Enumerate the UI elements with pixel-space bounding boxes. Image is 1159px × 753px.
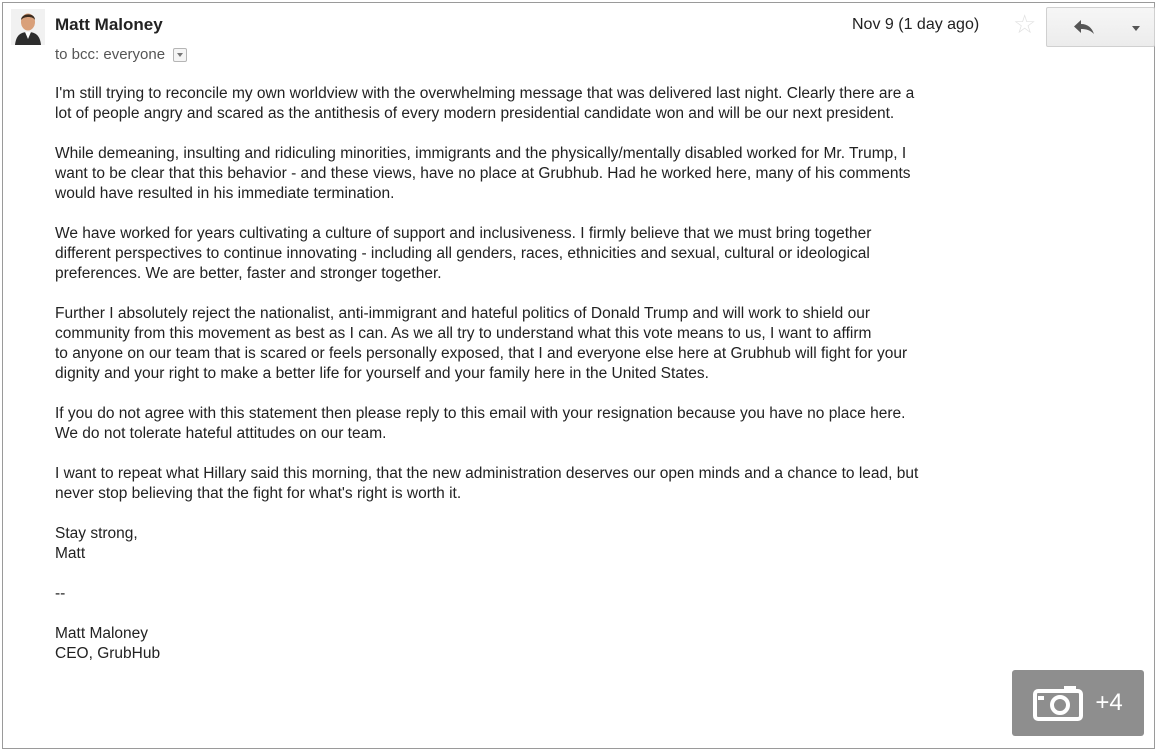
body-paragraph: Further I absolutely reject the nationalist, anti-immigrant and hateful politics of Donald Trump and will work to shield our community from this movement as best as I can. As we all try to understand what this vote means to us, I want to affirm to anyone on our team that is scared or feels personally exposed, that I and everyone else here at Grubhub will fight for your dignity and your right to make a better life for yourself and your family here in the United States. [55,305,908,382]
body-paragraph: While demeaning, insulting and ridiculing minorities, immigrants and the physically/mentally disabled worked for Mr. Trump, I want to be clear that this behavior - and these views, have no place at Grubhub. Had he worked here, many of his comments would have resulted in his immediate termination. [55,145,911,202]
recipients-label: to bcc: everyone [55,46,166,63]
message-body [55,84,1140,684]
photo-gallery-button[interactable] [1012,670,1144,736]
closing: Stay strong, Matt [55,525,138,562]
body-paragraph: I want to repeat what Hillary said this morning, that the new administration deserves our open minds and a chance to lead, but never stop believing that the fight for what's right is worth it. [55,465,919,502]
star-icon[interactable]: ☆ [1013,9,1037,39]
sender-name[interactable]: Matt Maloney [55,15,163,34]
signature: Matt Maloney CEO, GrubHub [55,625,161,662]
body-paragraph: We have worked for years cultivating a culture of support and inclusiveness. I firmly believe that we must bring together different perspectives to continue innovating - including all genders, races, ethnicities and sexual, cultural or ideological preferences. We are better, faster and stronger together. [55,225,872,282]
reply-arrow-icon [1073,19,1095,35]
more-options-button[interactable] [1117,7,1155,47]
reply-button[interactable] [1046,7,1118,47]
details-dropdown-toggle[interactable] [173,48,187,62]
signature-separator: -- [55,585,66,602]
photo-count: +4 [1095,689,1123,716]
message-date: Nov 9 (1 day ago) [852,16,980,33]
avatar[interactable] [11,9,45,45]
email-message [2,2,1155,749]
camera-icon [1033,685,1083,721]
body-paragraph: If you do not agree with this statement then please reply to this email with your resignation because you have no place here. We do not tolerate hateful attitudes on our team. [55,405,906,442]
recipients-line [55,46,187,63]
body-paragraph: I'm still trying to reconcile my own worldview with the overwhelming message that was delivered last night. Clearly there are a lot of people angry and scared as the antithesis of every modern presidential candidate won and will be our next president. [55,85,915,122]
